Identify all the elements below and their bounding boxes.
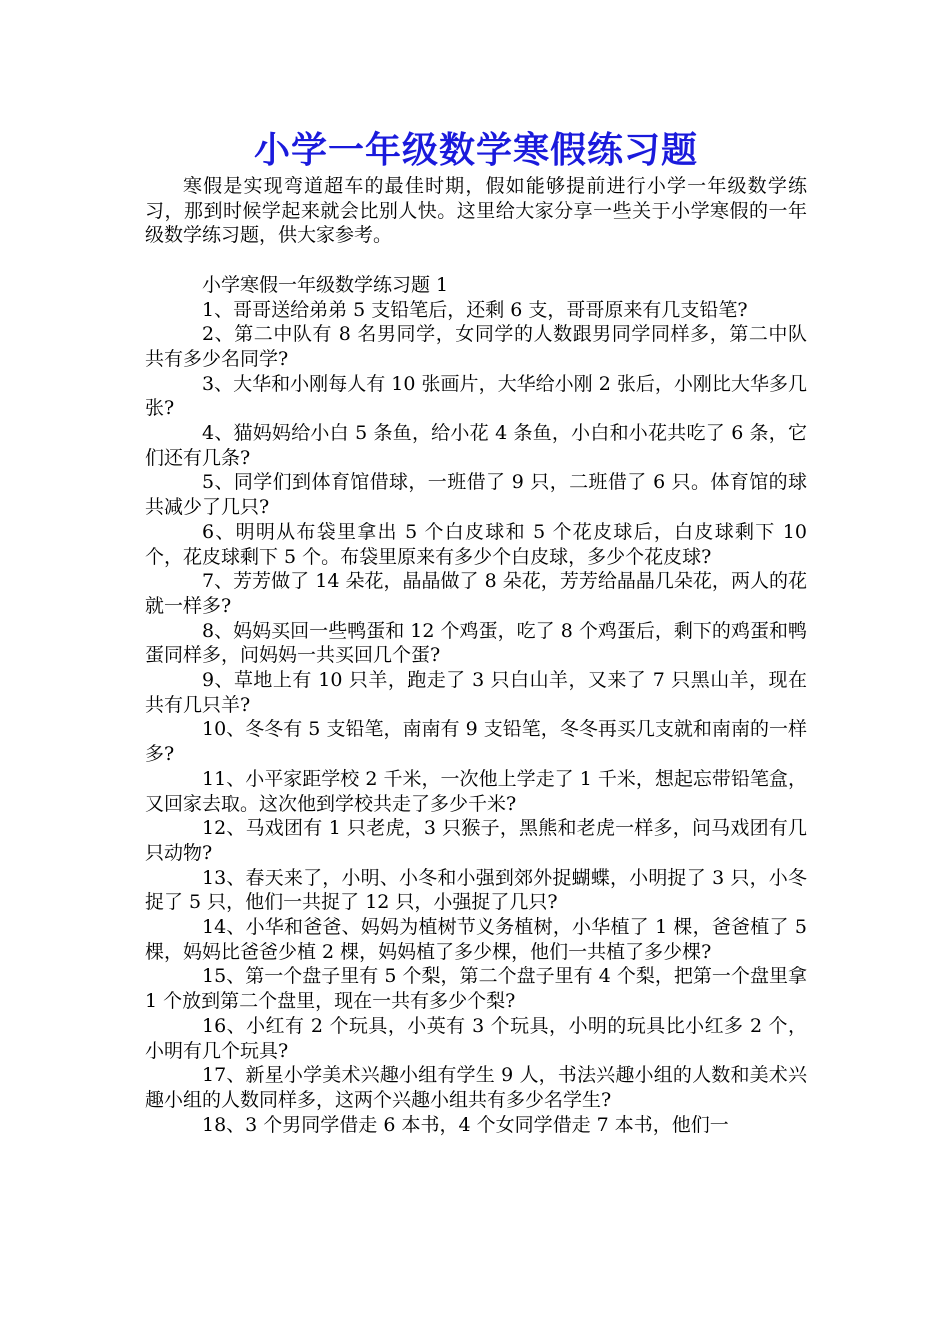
question-item: 8、妈妈买回一些鸭蛋和 12 个鸡蛋，吃了 8 个鸡蛋后，剩下的鸡蛋和鸭蛋同样多，问妈妈一共买回几个蛋? xyxy=(145,619,807,667)
question-item: 4、猫妈妈给小白 5 条鱼，给小花 4 条鱼，小白和小花共吃了 6 条，它们还有几条? xyxy=(145,422,807,469)
question-item: 13、春天来了，小明、小冬和小强到郊外捉蝴蝶，小明捉了 3 只，小冬捉了 5 只，他们一共捉了 12 只，小强捉了几只? xyxy=(145,866,807,914)
question-item: 15、第一个盘子里有 5 个梨，第二个盘子里有 4 个梨，把第一个盘里拿 1 个放到第二个盘里，现在一共有多少个梨? xyxy=(145,965,807,1013)
question-item: 17、新星小学美术兴趣小组有学生 9 人，书法兴趣小组的人数和美术兴趣小组的人数同样多，这两个兴趣小组共有多少名学生? xyxy=(145,1064,807,1111)
question-item: 12、马戏团有 1 只老虎，3 只猴子，黑熊和老虎一样多，问马戏团有几只动物? xyxy=(145,817,807,864)
question-item: 5、同学们到体育馆借球，一班借了 9 只，二班借了 6 只。体育馆的球共减少了几只? xyxy=(145,471,807,519)
question-item: 7、芳芳做了 14 朵花，晶晶做了 8 朵花，芳芳给晶晶几朵花，两人的花就一样多? xyxy=(145,570,807,617)
question-item: 2、第二中队有 8 名男同学，女同学的人数跟男同学同样多，第二中队共有多少名同学? xyxy=(145,323,807,370)
document-title: 小学一年级数学寒假练习题 xyxy=(253,129,698,171)
question-item: 16、小红有 2 个玩具，小英有 3 个玩具，小明的玩具比小红多 2 个，小明有几个玩具? xyxy=(145,1014,807,1062)
question-item: 18、3 个男同学借走 6 本书，4 个女同学借走 7 本书，他们一 xyxy=(202,1113,729,1136)
document-page xyxy=(145,122,807,1137)
question-list xyxy=(145,298,807,1138)
question-item: 14、小华和爸爸、妈妈为植树节义务植树，小华植了 1 棵，爸爸植了 5 棵，妈妈比爸爸少植 2 棵，妈妈植了多少棵，他们一共植了多少棵? xyxy=(145,916,807,963)
question-item: 1、哥哥送给弟弟 5 支铅笔后，还剩 6 支，哥哥原来有几支铅笔? xyxy=(202,298,748,321)
section-title: 小学寒假一年级数学练习题 1 xyxy=(202,273,449,296)
intro-paragraph: 寒假是实现弯道超车的最佳时期，假如能够提前进行小学一年级数学练习，那到时候学起来就会比别人快。这里给大家分享一些关于小学寒假的一年级数学练习题，供大家参考。 xyxy=(145,175,807,247)
question-item: 11、小平家距学校 2 千米，一次他上学走了 1 千米，想起忘带铅笔盒，又回家去取。这次他到学校共走了多少千米? xyxy=(145,767,807,815)
blank-line xyxy=(145,248,807,273)
question-item: 10、冬冬有 5 支铅笔，南南有 9 支铅笔，冬冬再买几支就和南南的一样多? xyxy=(145,718,807,766)
question-item: 6、明明从布袋里拿出 5 个白皮球和 5 个花皮球后，白皮球剩下 10 个，花皮球剩下 5 个。布袋里原来有多少个白皮球，多少个花皮球? xyxy=(145,520,807,568)
question-item: 9、草地上有 10 只羊，跑走了 3 只白山羊，又来了 7 只黑山羊，现在共有几只羊? xyxy=(145,669,807,716)
question-item: 3、大华和小刚每人有 10 张画片，大华给小刚 2 张后，小刚比大华多几张? xyxy=(145,372,807,420)
